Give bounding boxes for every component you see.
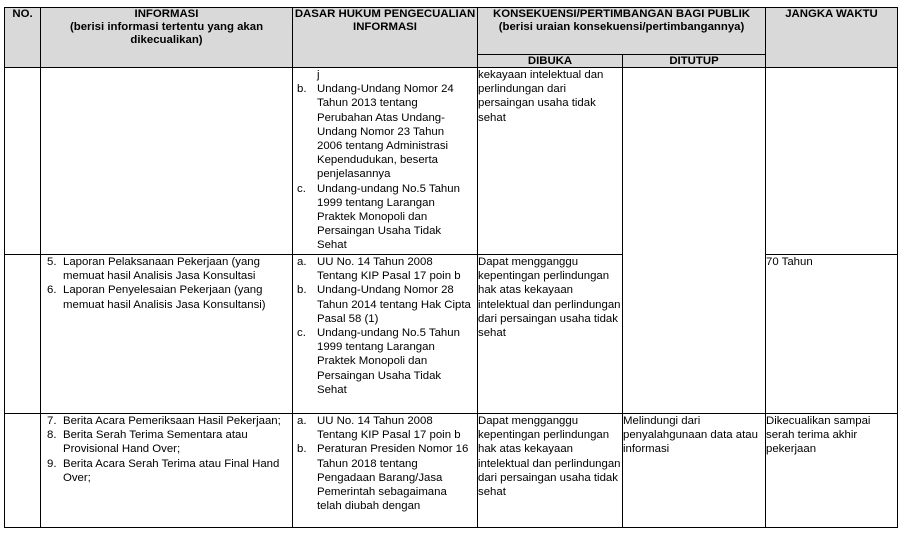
table-row <box>5 414 898 528</box>
cell-informasi <box>41 414 293 528</box>
cell-dasar-hukum <box>293 255 478 414</box>
cell-dibuka: Dapat mengganggu kepentingan perlindungan hak atas kekayaan intelektual dan perlindungan dari persaingan usaha tidak sehat <box>478 255 623 414</box>
list-item: a. UU No. 14 Tahun 2008 Tentang KIP Pasal 17 poin b <box>297 415 461 442</box>
header-informasi-subtitle: (berisi informasi tertentu yang akan dikecualikan) <box>69 21 264 46</box>
list-item: 6. Laporan Penyelesaian Pekerjaan (yang memuat hasil Analisis Jasa Konsultansi) <box>47 284 266 311</box>
list-item: 5. Laporan Pelaksanaan Pekerjaan (yang memuat hasil Analisis Jasa Konsultasi <box>47 256 260 283</box>
document-page <box>4 7 898 528</box>
header-dibuka: DIBUKA <box>478 55 623 68</box>
cell-no <box>5 68 41 255</box>
list-item: b. Peraturan Presiden Nomor 16 Tahun 2018 tentang Pengadaan Barang/Jasa Pemerintah sebagaimana telah diubah dengan <box>297 443 469 513</box>
header-konsekuensi-subtitle: (berisi uraian konsekuensi/pertimbangannya) <box>498 21 745 33</box>
list-item: a. UU No. 14 Tahun 2008 Tentang KIP Pasal 17 poin b <box>297 256 461 283</box>
list-item: c. Undang-undang No.5 Tahun 1999 tentang Larangan Praktek Monopoli dan Persaingan Usaha Tidak Sehat <box>297 182 460 252</box>
cell-ditutup <box>623 68 766 414</box>
list-item: c. Undang-undang No.5 Tahun 1999 tentang Larangan Praktek Monopoli dan Persaingan Usaha Tidak Sehat <box>297 327 460 396</box>
list-item: 9. Berita Acara Serah Terima atau Final Hand Over; <box>47 457 280 484</box>
cell-informasi <box>41 255 293 414</box>
header-jangka-waktu: JANGKA WAKTU <box>766 8 898 68</box>
cell-dasar-hukum <box>293 414 478 528</box>
cell-dasar-hukum <box>293 68 478 255</box>
header-informasi <box>41 8 293 68</box>
header-dasar-hukum: DASAR HUKUM PENGECUALIAN INFORMASI <box>293 8 478 68</box>
cell-jangka-waktu <box>766 68 898 255</box>
cell-ditutup: Melindungi dari penyalahgunaan data atau informasi <box>623 414 766 528</box>
cell-dibuka: kekayaan intelektual dan perlindungan dari persaingan usaha tidak sehat <box>478 68 623 255</box>
list-item: b. Undang-Undang Nomor 24 Tahun 2013 tentang Perubahan Atas Undang-Undang Nomor 23 Tahun 2006 tentang Administrasi Kependudukan, beserta penjelasannya <box>297 83 454 181</box>
table-row <box>5 68 898 255</box>
header-ditutup: DITUTUP <box>623 55 766 68</box>
header-konsekuensi <box>478 8 766 55</box>
list-item: 7. Berita Acara Pemeriksaan Hasil Pekerjaan; <box>47 415 281 427</box>
list-item: b. Undang-Undang Nomor 28 Tahun 2014 tentang Hak Cipta Pasal 58 (1) <box>297 284 471 325</box>
header-informasi-title: INFORMASI <box>134 8 199 20</box>
cell-no <box>5 414 41 528</box>
header-konsekuensi-title: KONSEKUENSI/PERTIMBANGAN BAGI PUBLIK <box>493 8 750 20</box>
exception-info-table <box>4 7 898 528</box>
cell-no <box>5 255 41 414</box>
list-item: 8. Berita Serah Terima Sementara atau Provisional Hand Over; <box>47 429 248 456</box>
header-no: NO. <box>5 8 41 68</box>
cell-jangka-waktu: Dikecualikan sampai serah terima akhir pekerjaan <box>766 414 898 528</box>
cell-informasi <box>41 68 293 255</box>
cell-jangka-waktu: 70 Tahun <box>766 255 898 414</box>
dasar-continuation: j <box>317 69 320 81</box>
cell-dibuka: Dapat mengganggu kepentingan perlindungan hak atas kekayaan intelektual dan perlindungan dari persaingan usaha tidak sehat <box>478 414 623 528</box>
